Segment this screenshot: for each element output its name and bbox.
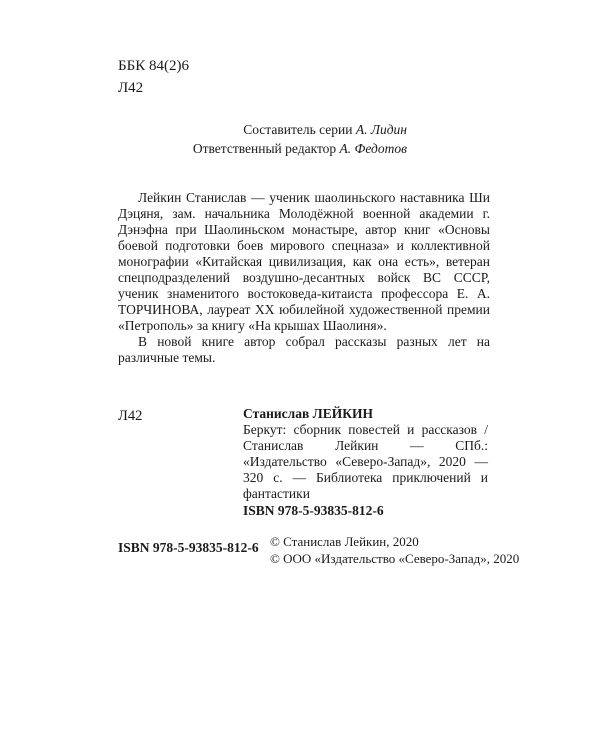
footer-isbn: ISBN 978-5-93835-812-6	[118, 540, 259, 555]
bbk-index: ББК 84(2)6	[118, 58, 189, 74]
copyright-publisher: © ООО «Издательство «Северо-Запад», 2020	[270, 551, 520, 566]
editor-label: Ответственный редактор	[192, 141, 337, 156]
card-description: Беркут: сборник повестей и рассказов / Станислав Лейкин — СПб.: «Издательство «Северо-Запад», 2020 — 320 с. — Библиотека приключений и фантастики	[243, 422, 488, 501]
card-isbn: ISBN 978-5-93835-812-6	[243, 503, 384, 518]
series-name: А. Лидин	[355, 122, 407, 137]
editor-name: А. Федотов	[339, 141, 407, 156]
chief-editor-line	[193, 141, 407, 157]
catalog-card	[243, 406, 488, 502]
series-label: Составитель серии	[243, 122, 353, 137]
series-editor-line	[243, 122, 407, 138]
bio-paragraph-2: В новой книге автор собрал рассказы разных лет на различные темы.	[118, 334, 490, 365]
author-bio	[118, 190, 490, 366]
bio-paragraph-1: Лейкин Станислав — ученик шаолиньского наставника Ши Дэцяня, зам. начальника Молодёжной военной академии г. Дэнэфна при Шаолиньском монастыре, автор книг «Основы боевой подготовки боев мирового спецназа» и коллективной монографии «Китайская цивилизация, как она есть», ветеран спецподразделений воздушно-десантных войск ВС СССР, ученик знаменитого востоковеда-китаиста профессора Е. А. ТОРЧИНОВА, лауреат XX юбилейной художественной премии «Петрополь» за книгу «На крышах Шаолиня».	[118, 190, 490, 333]
card-author-mark: Л42	[118, 408, 143, 424]
copyright-author: © Станислав Лейкин, 2020	[270, 534, 419, 549]
author-mark: Л42	[118, 80, 144, 96]
copyright-block	[270, 533, 519, 567]
card-author: Станислав ЛЕЙКИН	[243, 406, 374, 421]
